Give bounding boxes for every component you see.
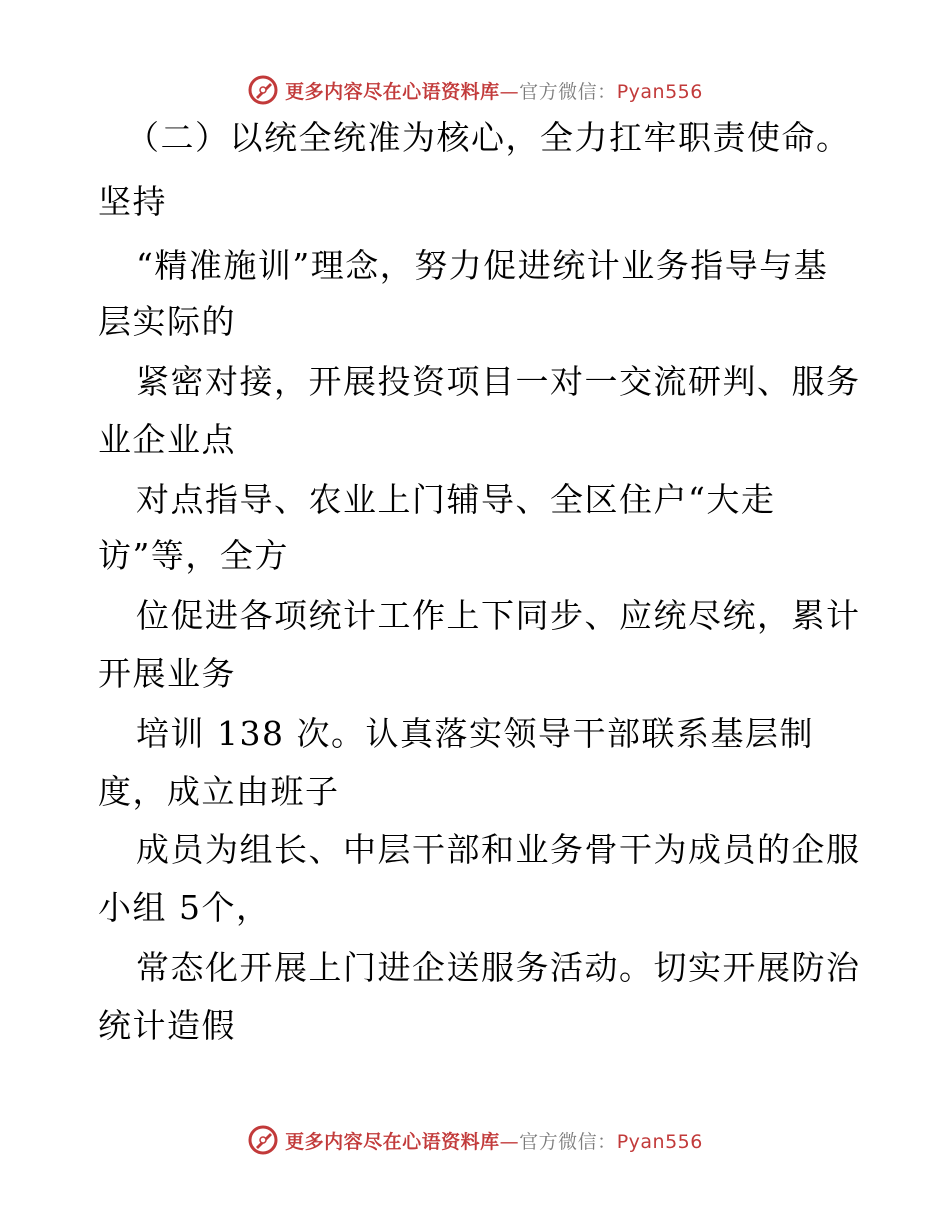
text-line: 度，成立由班子 [98,772,340,811]
watermark-id: Pyan556 [616,1130,703,1153]
text-line: “精准施训”理念，努力促进统计业务指导与基 [136,246,829,285]
watermark-text [285,1127,703,1154]
watermark-label: 官方微信： [519,80,617,103]
text-line: 业企业点 [98,420,236,459]
watermark-dash: — [499,80,520,103]
header-watermark [0,70,950,110]
watermark-content [247,1124,703,1156]
quill-seal-icon [247,1124,279,1156]
watermark-content [247,74,703,106]
text-line: 对点指导、农业上门辅导、全区住户“大走 [136,480,776,519]
text-line: 位促进各项统计工作上下同步、应统尽统，累计 [136,596,861,635]
watermark-label: 官方微信： [519,1130,617,1153]
text-line: 统计造假 [98,1006,236,1045]
quill-seal-icon [247,74,279,106]
text-line: 紧密对接，开展投资项目一对一交流研判、服务 [136,362,861,401]
text-line: 培训 138 次。认真落实领导干部联系基层制 [136,714,814,753]
text-line: （二）以统全统准为核心，全力扛牢职责使命。 [126,118,851,157]
footer-watermark [0,1120,950,1160]
text-line: 开展业务 [98,654,236,693]
text-line: 访”等，全方 [98,536,289,575]
text-line: 常态化开展上门进企送服务活动。切实开展防治 [136,948,861,987]
watermark-brand: 更多内容尽在心语资料库 [285,80,500,103]
text-line: 坚持 [98,182,167,221]
text-line: 小组 5个， [98,888,271,927]
watermark-dash: — [499,1130,520,1153]
watermark-brand: 更多内容尽在心语资料库 [285,1130,500,1153]
watermark-id: Pyan556 [616,80,703,103]
watermark-text [285,77,703,104]
text-line: 层实际的 [98,302,236,341]
text-line: 成员为组长、中层干部和业务骨干为成员的企服 [136,830,861,869]
